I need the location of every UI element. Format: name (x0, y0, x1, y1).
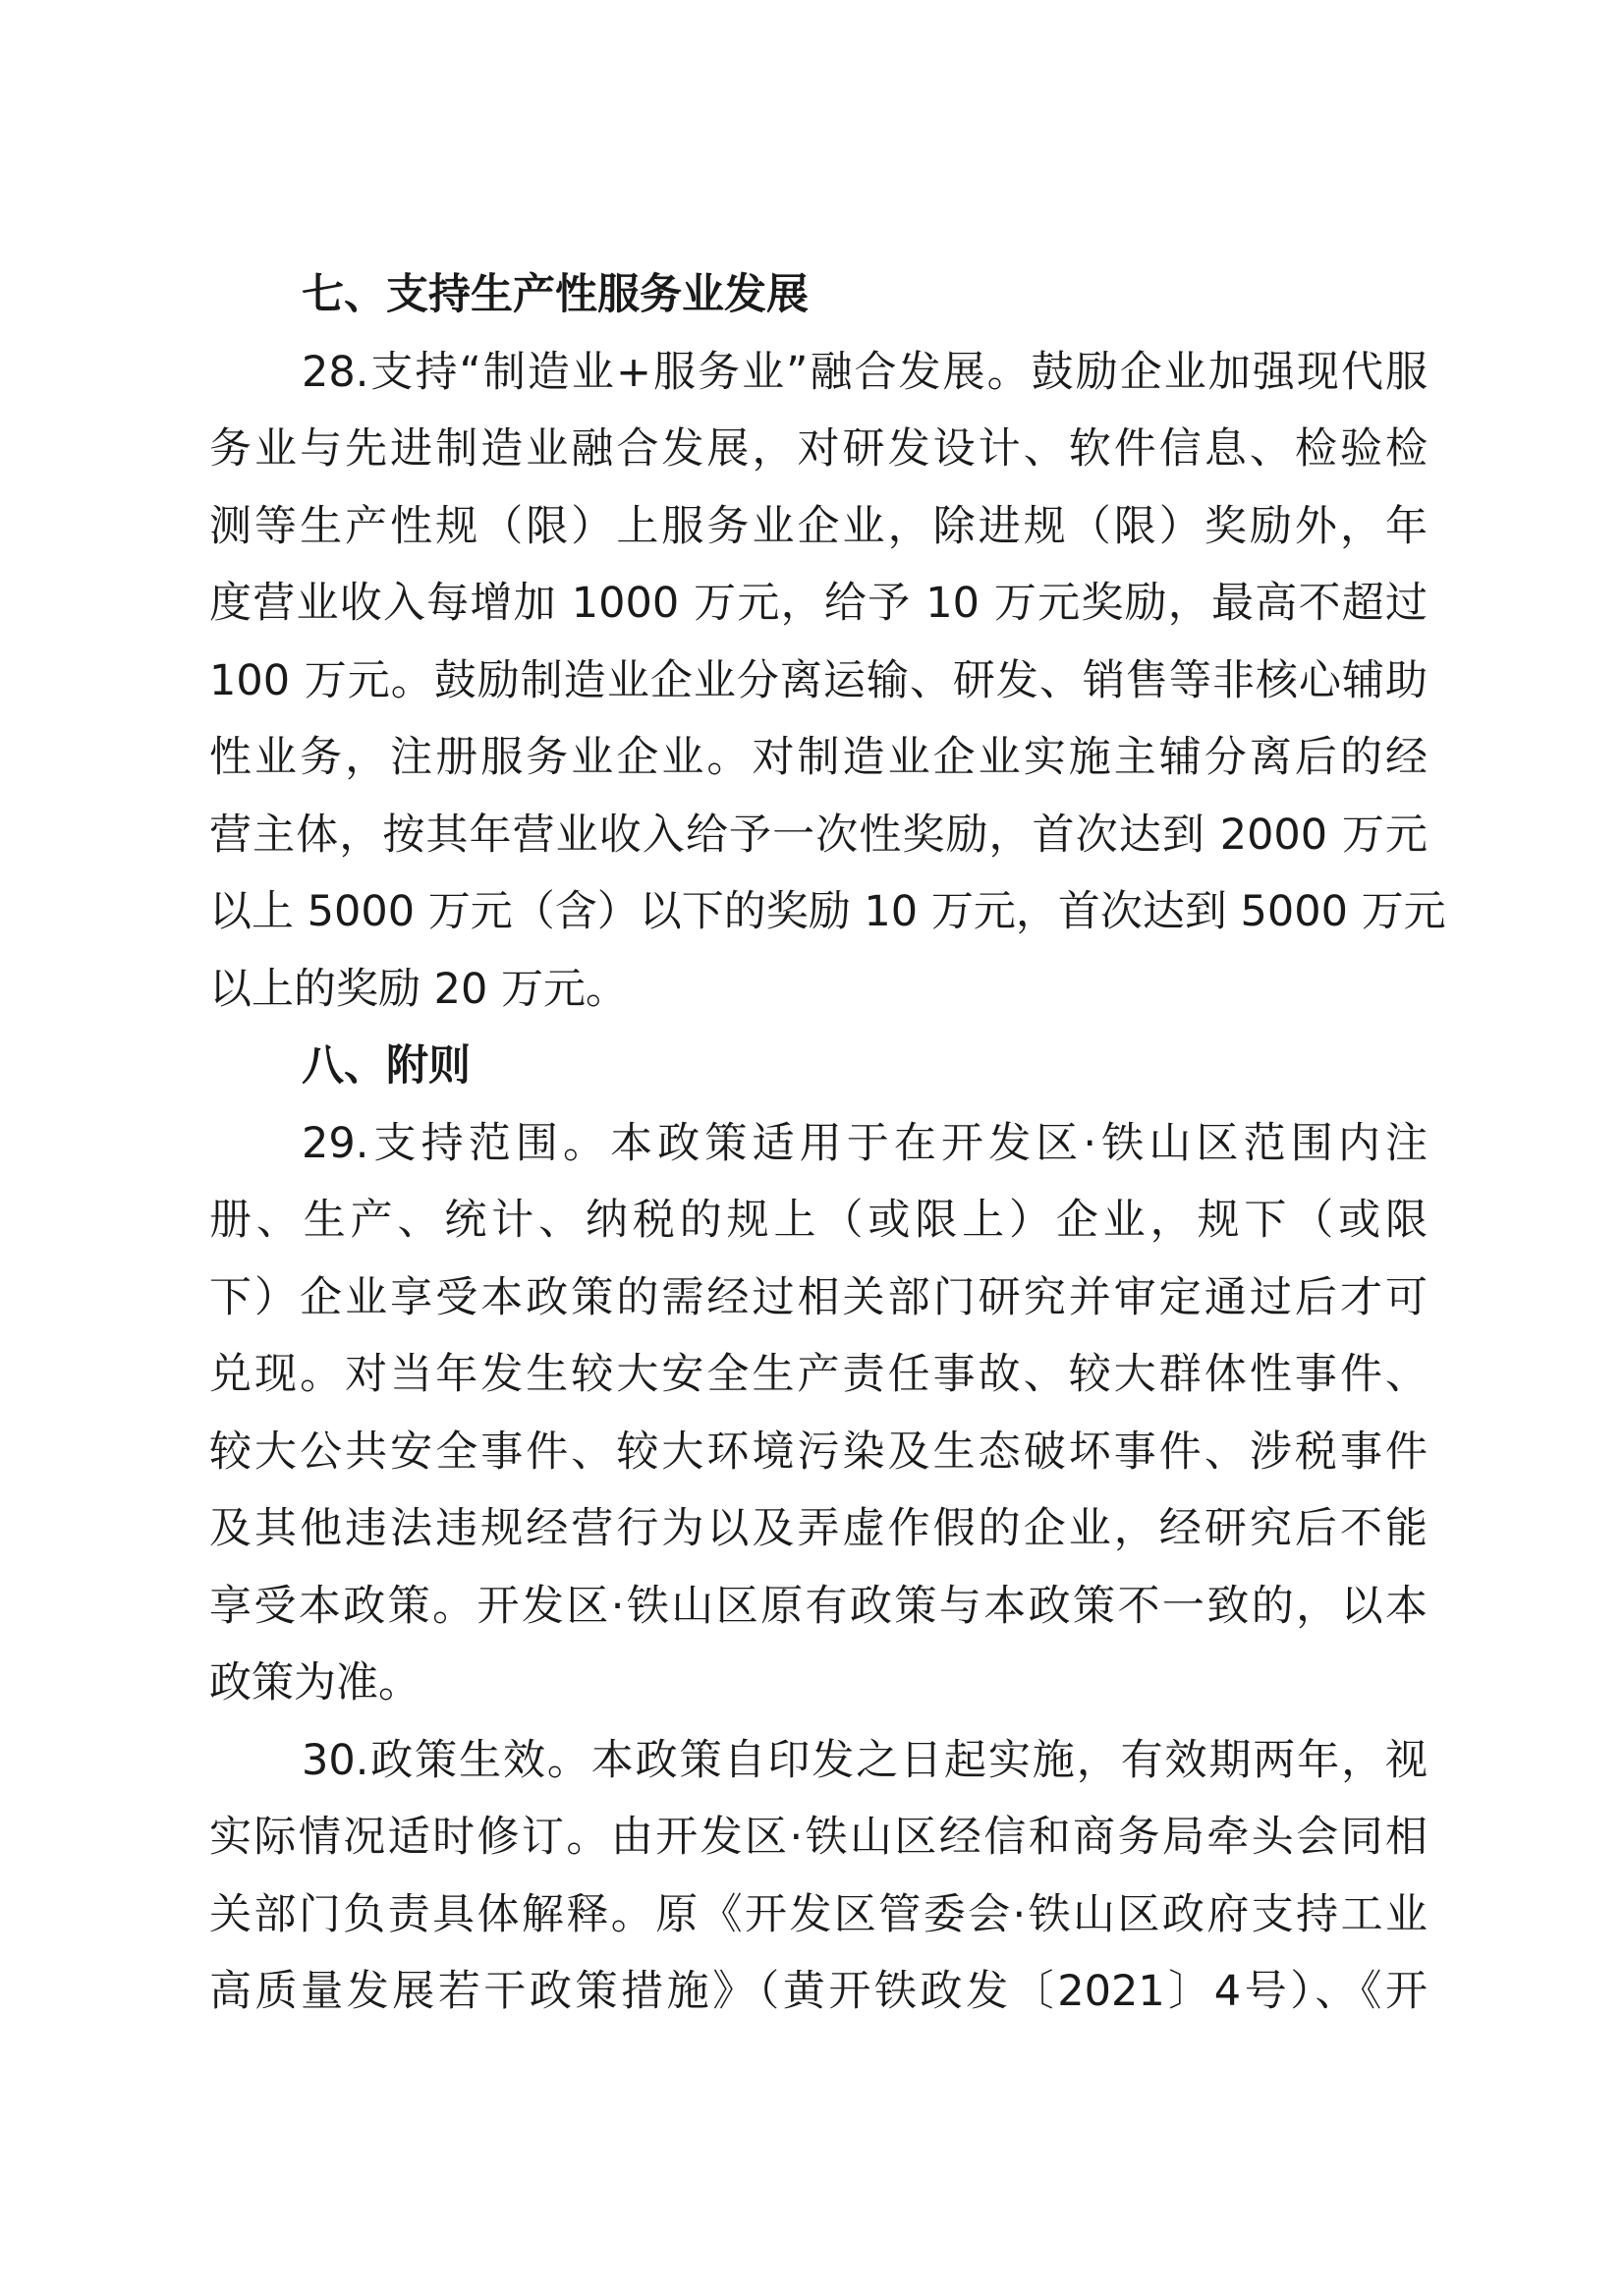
paragraph-line: 测等生产性规（限）上服务业企业，除进规（限）奖励外，年 (209, 501, 1428, 551)
paragraph-29 (209, 1105, 1428, 1722)
paragraph-line: 较大公共安全事件、较大环境污染及生态破坏事件、涉税事件 (209, 1427, 1428, 1477)
paragraph-line: 务业与先进制造业融合发展，对研发设计、软件信息、检验检 (209, 424, 1428, 474)
paragraph-line: 政策为准。 (209, 1658, 420, 1707)
paragraph-line: 28.支持“制造业+服务业”融合发展。鼓励企业加强现代服 (302, 347, 1428, 397)
paragraph-line: 实际情况适时修订。由开发区·铁山区经信和商务局牵头会同相 (209, 1813, 1428, 1862)
paragraph-line: 兑现。对当年发生较大安全生产责任事故、较大群体性事件、 (209, 1350, 1428, 1399)
paragraph-line: 以上的奖励 20 万元。 (209, 964, 629, 1014)
paragraph-30 (209, 1722, 1428, 2031)
section-heading-7: 七、支持生产性服务业发展 (302, 270, 809, 319)
paragraph-line: 30.政策生效。本政策自印发之日起实施，有效期两年，视 (302, 1735, 1428, 1785)
paragraph-line: 营主体，按其年营业收入给予一次性奖励，首次达到 2000 万元 (209, 810, 1428, 860)
paragraph-line: 关部门负责具体解释。原《开发区管委会·铁山区政府支持工业 (209, 1889, 1428, 1939)
paragraph-line: 以上 5000 万元（含）以下的奖励 10 万元，首次达到 5000 万元 (209, 887, 1446, 936)
section-heading-8: 八、附则 (302, 1041, 471, 1091)
paragraph-line: 100 万元。鼓励制造业企业分离运输、研发、销售等非核心辅助 (209, 655, 1428, 705)
paragraph-28 (209, 334, 1446, 1029)
paragraph-line: 高质量发展若干政策措施》（黄开铁政发〔2021〕4号）、《开 (209, 1967, 1428, 2016)
paragraph-line: 下）企业享受本政策的需经过相关部门研究并审定通过后才可 (209, 1272, 1428, 1322)
paragraph-line: 性业务，注册服务业企业。对制造业企业实施主辅分离后的经 (209, 733, 1428, 782)
paragraph-line: 册、生产、统计、纳税的规上（或限上）企业，规下（或限 (209, 1196, 1428, 1245)
paragraph-line: 享受本政策。开发区·铁山区原有政策与本政策不一致的，以本 (209, 1581, 1428, 1631)
document-body (209, 256, 1446, 2031)
paragraph-line: 29.支持范围。本政策适用于在开发区·铁山区范围内注 (302, 1118, 1428, 1168)
paragraph-line: 及其他违法违规经营行为以及弄虚作假的企业，经研究后不能 (209, 1504, 1428, 1553)
paragraph-line: 度营业收入每增加 1000 万元，给予 10 万元奖励，最高不超过 (209, 579, 1428, 628)
